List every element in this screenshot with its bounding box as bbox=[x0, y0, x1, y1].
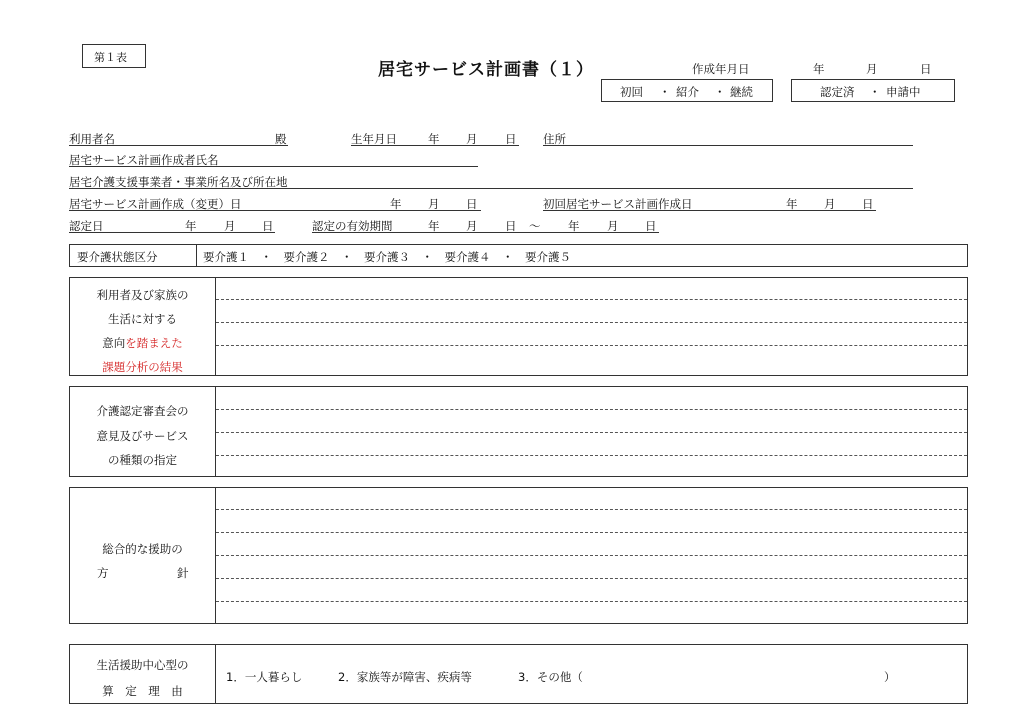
section-intention-line3a: 意向 bbox=[102, 336, 126, 350]
plan-type-referral[interactable]: 紹介 bbox=[676, 85, 699, 99]
opinion-line[interactable] bbox=[216, 432, 967, 433]
birth-underline[interactable] bbox=[351, 145, 519, 146]
first-plan-day: 日 bbox=[862, 197, 874, 211]
section-intention-line4: 課題分析の結果 bbox=[102, 360, 183, 374]
cert-status-applying[interactable]: 申請中 bbox=[886, 85, 921, 99]
created-year: 年 bbox=[813, 62, 825, 76]
first-plan-month: 月 bbox=[824, 197, 836, 211]
user-name-underline[interactable] bbox=[69, 145, 288, 146]
care-level-divider bbox=[196, 244, 197, 267]
plan-change-underline[interactable] bbox=[69, 210, 481, 211]
cert-date-label: 認定日 bbox=[69, 219, 104, 233]
cert-status-certified[interactable]: 認定済 bbox=[820, 85, 855, 99]
cert-date-year: 年 bbox=[185, 219, 197, 233]
cert-to-month: 月 bbox=[607, 219, 619, 233]
office-underline[interactable] bbox=[69, 188, 913, 189]
section-intention-line1: 利用者及び家族の bbox=[96, 288, 189, 302]
section-intention-divider bbox=[215, 277, 216, 376]
section-intention-line3 bbox=[70, 335, 215, 351]
plan-type-sep2: ・ bbox=[714, 85, 726, 99]
cert-status-sep: ・ bbox=[869, 85, 881, 99]
cert-period-underline[interactable] bbox=[312, 232, 659, 233]
plan-type-sep1: ・ bbox=[659, 85, 671, 99]
care-level-label: 要介護状態区分 bbox=[77, 250, 158, 264]
created-day: 日 bbox=[920, 62, 932, 76]
plan-change-year: 年 bbox=[390, 197, 402, 211]
section-intention-line2: 生活に対する bbox=[108, 312, 177, 326]
plan-change-label: 居宅サービス計画作成（変更）日 bbox=[69, 197, 242, 211]
plan-change-day: 日 bbox=[466, 197, 478, 211]
planner-name-underline[interactable] bbox=[69, 166, 478, 167]
planner-name-label: 居宅サービス計画作成者氏名 bbox=[69, 153, 219, 167]
section-intention-line3b: を踏まえた bbox=[125, 336, 183, 350]
policy-line[interactable] bbox=[216, 555, 967, 556]
cert-period-label: 認定の有効期間 bbox=[312, 219, 393, 233]
policy-line[interactable] bbox=[216, 532, 967, 533]
reason-option-2[interactable]: 2．家族等が障害、疾病等 bbox=[338, 670, 472, 684]
plan-type-first[interactable]: 初回 bbox=[620, 85, 643, 99]
form-number: 第１表 bbox=[94, 51, 127, 64]
plan-type-continue[interactable]: 継続 bbox=[730, 85, 753, 99]
section-opinion-line1: 介護認定審査会の bbox=[96, 404, 189, 418]
section-reason-line2: 算 定 理 由 bbox=[102, 684, 183, 698]
policy-line[interactable] bbox=[216, 509, 967, 510]
cert-to-year: 年 bbox=[568, 219, 580, 233]
plan-change-month: 月 bbox=[428, 197, 440, 211]
section-opinion-line3: の種類の指定 bbox=[108, 453, 177, 467]
section-reason-divider bbox=[215, 644, 216, 704]
first-plan-year: 年 bbox=[786, 197, 798, 211]
opinion-line[interactable] bbox=[216, 455, 967, 456]
section-policy-line1: 総合的な援助の bbox=[102, 542, 183, 556]
section-policy-line2b: 針 bbox=[177, 566, 189, 580]
birth-month: 月 bbox=[466, 132, 478, 146]
care-level-options[interactable]: 要介護１ ・ 要介護２ ・ 要介護３ ・ 要介護４ ・ 要介護５ bbox=[203, 250, 571, 264]
birth-day: 日 bbox=[505, 132, 517, 146]
user-honorific: 殿 bbox=[275, 132, 287, 146]
intention-line[interactable] bbox=[216, 345, 967, 346]
office-label: 居宅介護支援事業者・事業所名及び所在地 bbox=[69, 175, 288, 189]
page-title: 居宅サービス計画書（１） bbox=[378, 60, 594, 80]
section-policy-line2a: 方 bbox=[97, 566, 109, 580]
cert-from-day: 日 bbox=[505, 219, 517, 233]
user-name-label: 利用者名 bbox=[69, 132, 115, 146]
intention-line[interactable] bbox=[216, 299, 967, 300]
cert-to-day: 日 bbox=[645, 219, 657, 233]
cert-date-day: 日 bbox=[262, 219, 274, 233]
intention-line[interactable] bbox=[216, 322, 967, 323]
reason-option-1[interactable]: 1．一人暮らし bbox=[226, 670, 303, 684]
section-reason-line1: 生活援助中心型の bbox=[96, 658, 189, 672]
address-label: 住所 bbox=[543, 132, 566, 146]
first-plan-label: 初回居宅サービス計画作成日 bbox=[543, 197, 693, 211]
cert-from-month: 月 bbox=[466, 219, 478, 233]
created-date-label: 作成年月日 bbox=[692, 62, 750, 76]
cert-tilde: ～ bbox=[529, 219, 541, 233]
policy-line[interactable] bbox=[216, 578, 967, 579]
first-plan-underline[interactable] bbox=[543, 210, 876, 211]
reason-close-paren: ） bbox=[884, 670, 896, 684]
cert-date-month: 月 bbox=[224, 219, 236, 233]
cert-from-year: 年 bbox=[428, 219, 440, 233]
policy-line[interactable] bbox=[216, 601, 967, 602]
reason-option-3[interactable]: 3．その他（ bbox=[518, 670, 583, 684]
birth-label: 生年月日 bbox=[351, 132, 397, 146]
cert-date-underline[interactable] bbox=[69, 232, 275, 233]
address-underline[interactable] bbox=[543, 145, 913, 146]
section-opinion-line2: 意見及びサービス bbox=[96, 429, 189, 443]
opinion-line[interactable] bbox=[216, 409, 967, 410]
created-month: 月 bbox=[866, 62, 878, 76]
birth-year: 年 bbox=[428, 132, 440, 146]
